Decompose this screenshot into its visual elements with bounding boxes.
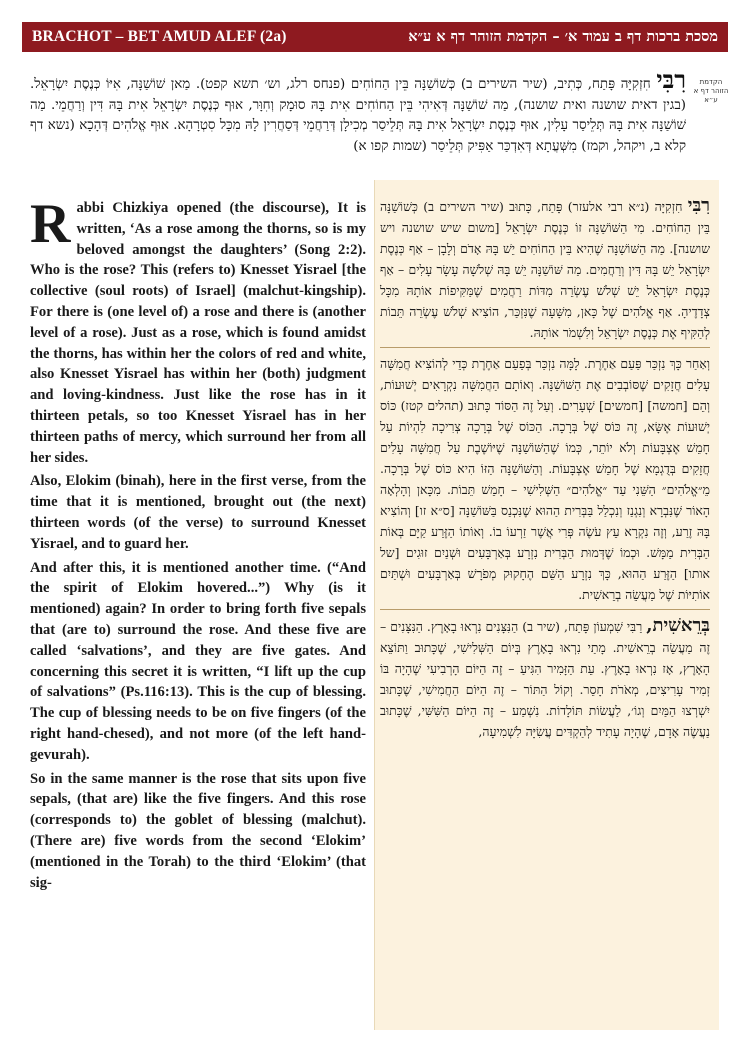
- english-paragraph-3: And after this, it is mentioned another time. (“And the spirit of Elokim hovered...”) Why (is it mentioned) again? In order to bring forth five sepals that (are to) surround the rose. And these five are called ‘salvations’, and they are five gates. And concerning this secret it is written, “I lift up the cup of salvations” (Ps.116:13). This is the cup of blessing. The cup of blessing needs to be on five fingers (of the right hand-chesed), and not more (of the left hand-gevurah).: [30, 559, 366, 763]
- header-title-hebrew: מסכת ברכות דף ב עמוד א׳ – הקדמת הזוהר דף א ע״א: [408, 28, 718, 45]
- zohar-paragraph: [30, 65, 686, 157]
- english-paragraph-2: Also, Elokim (binah), here in the first verse, from the time that it is mentioned, brought out (the next) thirteen words (of the verse) to surround Knesset Yisrael, and to guard her.: [30, 473, 366, 552]
- hebrew-translation: [380, 195, 710, 746]
- page-header: [22, 22, 728, 52]
- commentary-lead-word-2: בְּרֵאשִׁית,: [646, 615, 710, 636]
- english-paragraph-4: So in the same manner is the rose that sits upon five sepals, (that are) like the five fingers. And this rose (corresponds to) the goblet of blessing (malchut). (There are) five words from the second ‘Elokim’ (mentioned in the Torah) to the third ‘Elokim’ (that sig-: [30, 770, 366, 891]
- english-translation: [30, 193, 366, 896]
- commentary-text-1: חִזְקִיָּה (נ״א רבי אלעזר) פָּתַח, כָּתוּב (שיר השירים ב) כְּשׁוֹשַׁנָּה בֵּין הַחוֹחִים. מִי הַשּׁוֹשַׁנָּה זוֹ כְּנֶסֶת יִשְׂרָאֵל [משום שיש שושנה ויש שושנה]. מַה הַשּׁוֹשַׁנָּה שֶׁהִיא בֵּין הַחוֹחִים יֵשׁ בָּהּ אָדֹם וְלָבָן – אַף כְּנֶסֶת יִשְׂרָאֵל יֵשׁ בָּהּ דִּין וְרַחֲמִים. מַה שּׁוֹשַׁנָּה יֵשׁ בָּהּ שְׁלֹשָׁה עָשָׂר עָלִים – אַף כְּנֶסֶת יִשְׂרָאֵל יֵשׁ שְׁלֹשׁ עֶשְׂרֵה מִדּוֹת רַחֲמִים שֶׁמַּקִּיפוֹת אוֹתָהּ מִכָּל צְדָדֶיהָ. אַף אֱלֹהִים שֶׁל כָּאן, מִשָּׁעָה שֶׁנִּזְכַּר, הוֹצִיא שְׁלֹשׁ עֶשְׂרֵה תֵּבוֹת לְהַקִּיף אֶת כְּנֶסֶת יִשְׂרָאֵל וְלִשְׁמֹר אוֹתָהּ.: [380, 199, 710, 340]
- divider: [380, 609, 710, 610]
- zohar-lead-word: רִבִּי: [656, 65, 686, 94]
- commentary-paragraph-2: וְאַחַר כָּךְ נִזְכַּר פַּעַם אַחֶרֶת. לָמָּה נִזְכַּר בְּפַעַם אַחֶרֶת כְּדֵי לְהוֹצִיא חֲמִשָּׁה עָלִים חֲזָקִים שֶׁסּוֹבְבִים אֶת הַשּׁוֹשַׁנָּה. וְאוֹתָם הַחֲמִשָּׁה נִקְרָאִים יְשׁוּעוֹת, וְהֵם [חמשה] [חמשים] שְׁעָרִים. וְעַל זֶה הַסּוֹד כָּתוּב (תהלים קטז) כּוֹס יְשׁוּעוֹת אֶשָּׂא, זֶה כּוֹס שֶׁל בְּרָכָה. הַכּוֹס שֶׁל בְּרָכָה צְרִיכָה לִהְיוֹת עַל חָמֵשׁ אֶצְבָּעוֹת וְלֹא יוֹתֵר, כְּמוֹ שֶׁהַשּׁוֹשַׁנָּה שֶׁיּוֹשֶׁבֶת עַל חֲמִשָּׁה עָלִים חֲזָקִים בְּדֻגְמָא שֶׁל חָמֵשׁ אֶצְבָּעוֹת. וְהַשּׁוֹשַׁנָּה הַזּוֹ הִיא כּוֹס שֶׁל בְּרָכָה. מֵ״אֱלֹהִים״ הַשֵּׁנִי עַד ״אֱלֹהִים״ הַשְּׁלִישִׁי – חָמֵשׁ תֵּבוֹת. מִכָּאן וְהָלְאָה הָאוֹר שֶׁנִּבְרָא וְנִגְנַז וְנִכְלַל בַּבְּרִית הַהוּא שֶׁנִּכְנַס בַּשּׁוֹשַׁנָּה [ס״א זו] וְהוֹצִיא בָּהּ זֶרַע, וְזֶה נִקְרָא עֵץ עֹשֶׂה פְּרִי אֲשֶׁר זַרְעוֹ בוֹ. וְאוֹתוֹ הַזֶּרַע קַיָּם בְּאוֹת הַבְּרִית מַמָּשׁ. וּכְמוֹ שֶׁדְּמוּת הַבְּרִית נִזְרָע בְּאַרְבָּעִים וּשְׁנַיִם זוּגִים [של אותו] הַזֶּרַע הַהוּא, כָּךְ נִזְרָע הַשֵּׁם הֶחָקוּק מְפֹרָשׁ בְּאַרְבָּעִים וּשְׁתַּיִם אוֹתִיּוֹת שֶׁל מַעֲשֵׂה בְרֵאשִׁית.: [380, 356, 710, 602]
- commentary-paragraph-1: [380, 195, 710, 343]
- zohar-body: חִזְקִיָּה פָּתַח, כְּתִיב, (שיר השירים ב) כְּשׁוֹשַׁנָּה בֵּין הַחוֹחִים (פנחס רלג, וש׳ תשא קפט). מַאן שׁוֹשַׁנָּה, אִיּוֹ כְּנֶסֶת יִשְׂרָאֵל. (בגין דאית שושנה ואית שושנה), מַה שׁוֹשַׁנָּה דְּאִיהִי בֵּין הַחוֹחִים אִית בָּהּ סוּמָק וְחִוָּר, אוּף כְּנֶסֶת יִשְׂרָאֵל אִית בָּהּ דִּין וְרַחֲמֵי. מַה שׁוֹשַׁנָּה אִית בָּהּ תְּלֵיסַר עָלִין, אוּף כְּנֶסֶת יִשְׂרָאֵל אִית בָּהּ תְּלֵיסַר מְכִילָן דְּרַחֲמֵי דְּסַחֲרִין לָהּ מִכָּל סִטְרָהָא. אוּף אֱלֹהִים דְּהָכָא (נשא דף קלא ב, ויקהל, וקמז) מִשְּׁעֲתָא דְּאִדְכַּר אַפִּיק תְּלֵיסַר (שמות קפו א): [30, 77, 686, 154]
- header-title-english: BRACHOT – BET AMUD ALEF (2a): [32, 28, 287, 45]
- zohar-aramaic-text: [30, 65, 686, 157]
- commentary-text-3: רַבִּי שִׁמְעוֹן פָּתַח, (שיר ב) הַנִּצָּנִים נִרְאוּ בָאָרֶץ. הַנִּצָּנִים – זֶה מַעֲשֵׂה בְרֵאשִׁית. מָתַי נִרְאוּ בָאָרֶץ בְּיוֹם הַשְּׁלִישִׁי, שֶׁכָּתוּב וַתּוֹצֵא הָאָרֶץ, אָז נִרְאוּ בָאָרֶץ. עֵת הַזָּמִיר הִגִּיעַ – זֶה הַיּוֹם הָרְבִיעִי שֶׁהָיָה בּוֹ זְמִיר עָרִיצִים, מְאֹרֹת חָסֵר. וְקוֹל הַתּוֹר – זֶה הַיּוֹם הַחֲמִישִׁי, שֶׁכָּתוּב יִשְׁרְצוּ הַמַּיִם וְגוֹ׳, לַעֲשׂוֹת תּוֹלָדוֹת. נִשְׁמַע – זֶה הַיּוֹם הַשִּׁשִּׁי, שֶׁכָּתוּב נַעֲשֶׂה אָדָם, שֶׁהָיָה עָתִיד לְהַקְדִּים עֲשִׂיָּה לִשְׁמִיעָה,: [380, 619, 710, 739]
- drop-cap: R: [30, 193, 71, 255]
- commentary-lead-word: רִבִּי: [687, 195, 710, 216]
- divider: [380, 347, 710, 348]
- commentary-paragraph-3: [380, 615, 710, 742]
- margin-reference: הקדמת הזוהר דף א ע״א: [693, 78, 729, 104]
- english-text-1: abbi Chizkiya opened (the discourse), It is written, ‘As a rose among the thorns, so is my beloved amongst the daughters’ (Song 2:2). Who is the rose? This (refers to) Knesset Yisrael [the collective (soul roots) of Israel] (malchut-kingship). For there is (one level of) a rose and there is (another level of a rose). Just as a rose, which is found amidst the thorns, has within her the colors of red and white, also Knesset Yisrael has within her (both) judgment and loving-kindness. Just like the rose has in it thirteen petals, so too Knesset Yisrael has in her thirteen paths of mercy, which surround her from all her sides.: [30, 200, 366, 466]
- english-paragraph-1: [30, 193, 366, 468]
